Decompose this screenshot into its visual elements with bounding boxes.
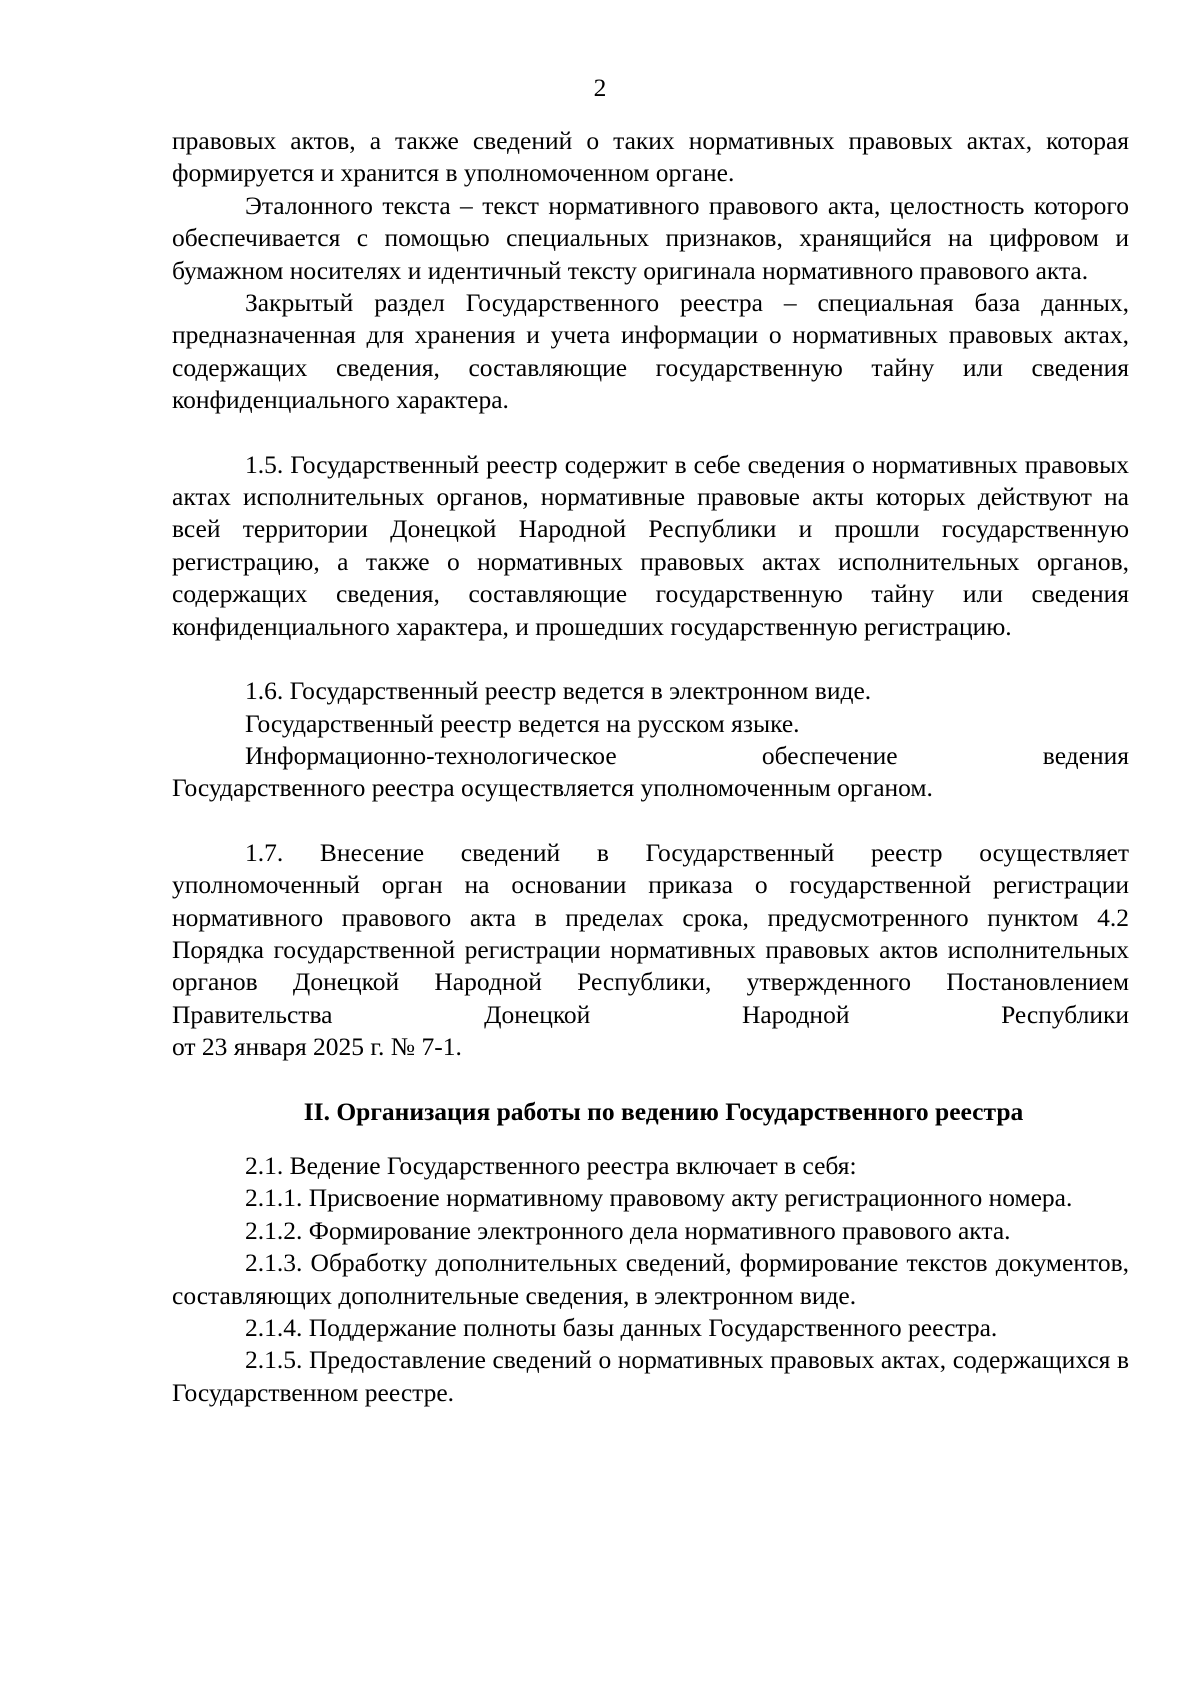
paragraph-2-1-3: 2.1.3. Обработку дополнительных сведений, формирование текстов документов, составляющих дополнительные сведения, в электронном виде. [172,1248,1129,1310]
page-number: 2 [593,73,607,102]
paragraph-2-1-1: 2.1.1. Присвоение нормативному правовому акту регистрационного номера. [245,1183,1073,1213]
paragraph-reference-text-definition: Эталонного текста – текст нормативного правового акта, целостность которого обеспечивается с помощью специальных признаков, хранящийся на цифровом и бумажном носителях и идентичный тексту оригинала нормативного правового акта. [172,190,1129,285]
paragraph-1-7: 1.7. Внесение сведений в Государственный реестр осуществляет уполномоченный орган на основании приказа о государственной регистрации нормативного правового акта в пределах срока, предусмотренного пунктом 4.2 Порядка государственной регистрации нормативных правовых актов исполнительных органов Донецкой Народной Республики, утвержденного Постановлением Правительства Донецкой Народной Республики [172,837,1129,1029]
paragraph-spacer [172,1064,1129,1096]
paragraph-2-1-5: 2.1.5. Предоставление сведений о нормативных правовых актах, содержащихся в Государственном реестре. [172,1345,1129,1407]
paragraph-closed-section-definition: Закрытый раздел Государственного реестра – специальная база данных, предназначенная для хранения и учета информации о нормативных правовых актах, содержащих сведения, составляющие государственную тайну или сведения конфиденциального характера. [172,288,1129,415]
paragraph-it-support-line1: Информационно-технологическое обеспечение ведения [245,740,1129,770]
paragraph-1-6: 1.6. Государственный реестр ведется в электронном виде. [245,676,872,706]
paragraph-spacer [172,805,1129,837]
paragraph-it-support-line2: Государственного реестра осуществляется уполномоченным органом. [172,773,933,803]
paragraph-spacer [172,1128,1129,1150]
paragraph-2-1-4: 2.1.4. Поддержание полноты базы данных Государственного реестра. [245,1313,998,1342]
paragraph-registry-definition-end: правовых актов, а также сведений о таких нормативных правовых актах, которая формируется и хранится в уполномоченном органе. [172,126,1129,188]
paragraph-1-7-date: от 23 января 2025 г. № 7-1. [172,1032,462,1062]
paragraph-2-1: 2.1. Ведение Государственного реестра включает в себя: [245,1150,857,1180]
section-heading: II. Организация работы по ведению Государственного реестра [303,1096,1024,1126]
paragraph-spacer [172,643,1129,675]
paragraph-1-5: 1.5. Государственный реестр содержит в себе сведения о нормативных правовых актах исполнительных органов, нормативные правовые акты которых действуют на всей территории Донецкой Народной Республики и прошли государственную регистрацию, а также о нормативных правовых актах исполнительных органов, содержащих сведения, составляющие государственную тайну или сведения конфиденциального характера, и прошедших государственную регистрацию. [172,449,1129,641]
paragraph-2-1-2: 2.1.2. Формирование электронного дела нормативного правового акта. [245,1215,1011,1245]
paragraph-spacer [172,417,1129,449]
document-body [172,125,1129,1409]
paragraph-language: Государственный реестр ведется на русском языке. [245,708,800,738]
